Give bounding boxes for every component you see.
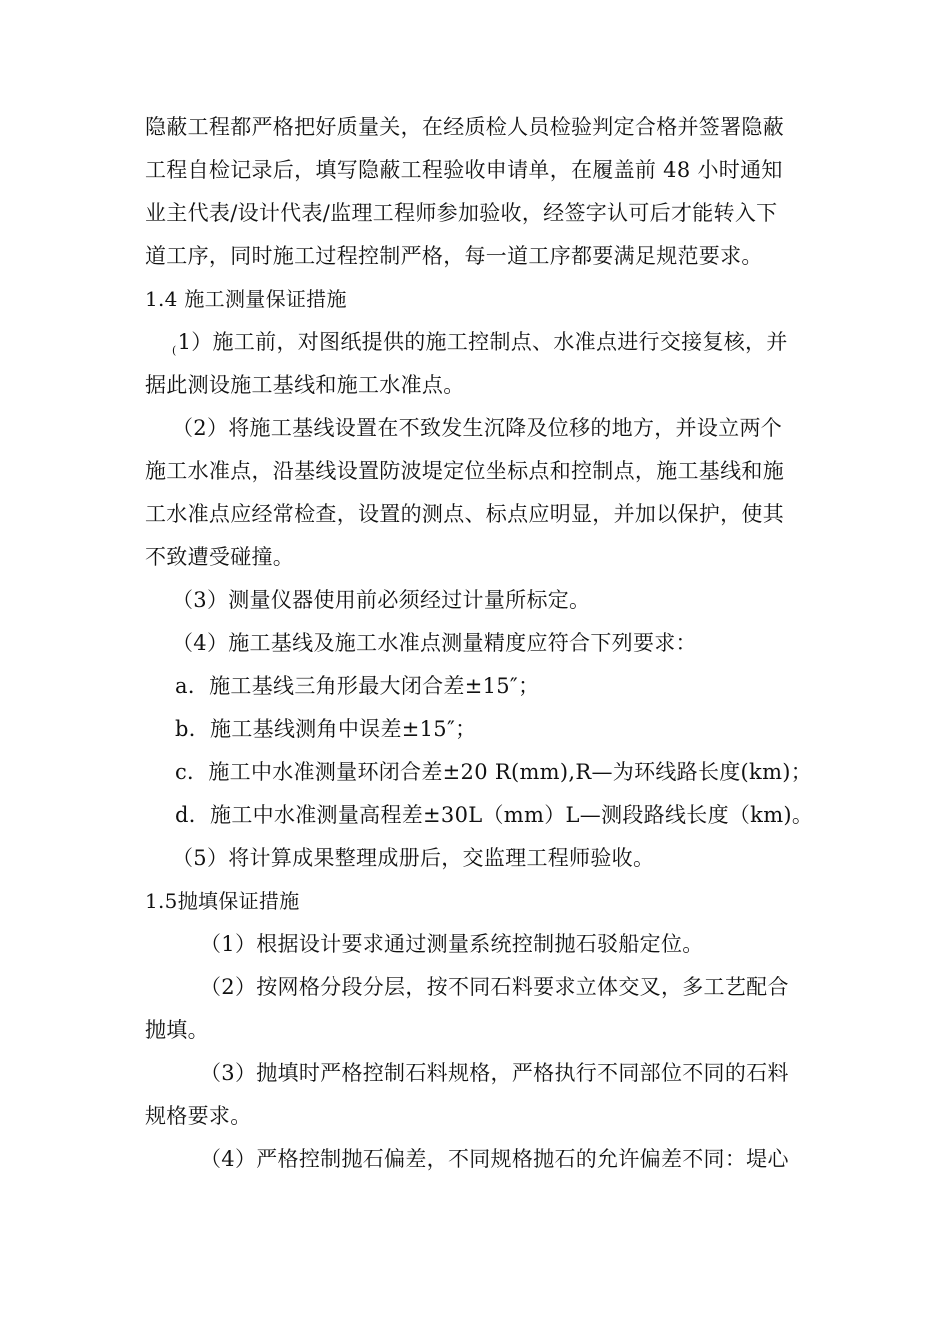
paragraph-line: 工水准点应经常检查，设置的测点、标点应明显，并加以保护，使其 <box>145 502 784 526</box>
paragraph-line: （2）将施工基线设置在不致发生沉降及位移的地方，并设立两个 <box>172 416 783 440</box>
paragraph-line: （4）严格控制抛石偏差，不同规格抛石的允许偏差不同：堤心 <box>200 1147 789 1171</box>
list-item: a．施工基线三角形最大闭合差±15″； <box>175 674 540 698</box>
paragraph-line: 不致遭受碰撞。 <box>145 545 295 569</box>
paragraph-line: 据此测设施工基线和施工水准点。 <box>145 373 465 397</box>
section-heading-1-5: 1.5抛填保证措施 <box>145 889 300 913</box>
paragraph-line: 施工水准点，沿基线设置防波堤定位坐标点和控制点，施工基线和施 <box>145 459 784 483</box>
paragraph-line: 道工序，同时施工过程控制严格，每一道工序都要满足规范要求。 <box>145 244 763 268</box>
paragraph-line: （4）施工基线及施工水准点测量精度应符合下列要求： <box>172 631 697 655</box>
paragraph-line: （3）测量仪器使用前必须经过计量所标定。 <box>172 588 591 612</box>
paragraph-line: （3）抛填时严格控制石料规格，严格执行不同部位不同的石料 <box>200 1061 789 1085</box>
small-paren: ( <box>172 344 177 357</box>
list-item-text: 1）施工前，对图纸提供的施工控制点、水准点进行交接复核，并 <box>177 330 788 354</box>
list-item: b．施工基线测角中误差±15″； <box>175 717 477 741</box>
paragraph-line: （5）将计算成果整理成册后，交监理工程师验收。 <box>172 846 655 870</box>
paragraph-line: 抛填。 <box>145 1018 209 1042</box>
paragraph-line: 工程自检记录后，填写隐蔽工程验收申请单，在履盖前 48 小时通知 <box>145 158 783 182</box>
list-item: d．施工中水准测量高程差±30L（mm）L—测段路线长度（km)。 <box>175 803 814 827</box>
paragraph-line: 业主代表/设计代表/监理工程师参加验收，经签字认可后才能转入下 <box>145 201 778 225</box>
section-heading-1-4: 1.4 施工测量保证措施 <box>145 287 347 311</box>
paragraph-line: （1）根据设计要求通过测量系统控制抛石驳船定位。 <box>200 932 704 956</box>
paragraph-line: （2）按网格分段分层，按不同石料要求立体交叉，多工艺配合 <box>200 975 789 999</box>
paragraph-line: 规格要求。 <box>145 1104 252 1128</box>
paragraph-line: 隐蔽工程都严格把好质量关，在经质检人员检验判定合格并签署隐蔽 <box>145 115 784 139</box>
paragraph-line <box>172 327 788 366</box>
list-item: c．施工中水准测量环闭合差±20 R(mm),R—为环线路长度(km)； <box>175 760 813 784</box>
